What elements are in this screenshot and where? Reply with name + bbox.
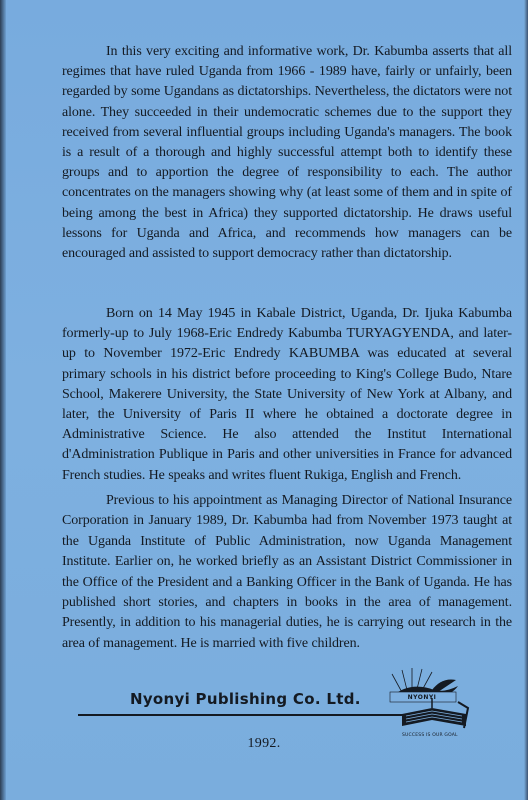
author-bio-paragraph-2: Previous to his appointment as Managing Director of National Insurance Corporation in January 1989, Dr. Kabumba had from November 1973 taught at the Uganda Institute of Public Administration, now Uganda Management Institute. Earlier on, he worked briefly as an Assistant District Commissioner in the Office of the President and a Banking Officer in the Bank of Uganda. He has published short stories, and chapters in books in the area of management. Presently, in addition to his managerial duties, he is carrying out research in the area of management. He is married with five children. — [62, 493, 512, 651]
publisher-logo-text: NYONYI — [407, 694, 437, 701]
publisher-rule — [78, 714, 402, 716]
publication-year: 1992. — [247, 736, 281, 751]
publisher-name: Nyonyi Publishing Co. Ltd. — [130, 690, 361, 708]
page-edge-left — [0, 0, 6, 800]
page-edge-right — [524, 0, 528, 800]
publisher-logo-tagline: SUCCESS IS OUR GOAL — [402, 733, 458, 738]
bird-on-book-icon — [372, 662, 482, 740]
author-bio-paragraph-1: Born on 14 May 1945 in Kabale District, Uganda, Dr. Ijuka Kabumba formerly-up to July 1968-Eric Endredy Kabumba TURYAGYENDA, and later-up to November 1972-Eric Endredy KABUMBA was educated at several primary schools in his district before proceeding to King's College Budo, Ntare School, Makerere University, the State University of New York at Albany, and later, the University of Paris II where he obtained a doctorate degree in Administrative Science. He also attended the Institut International d'Administration Publique in Paris and other universities in France for advanced French studies. He speaks and writes fluent Rukiga, English and French. — [62, 306, 512, 483]
blurb-paragraph: In this very exciting and informative work, Dr. Kabumba asserts that all regimes that have ruled Uganda from 1966 - 1989 have, fairly or unfairly, been regarded by some Ugandans as dictatorships. Nevertheless, the dictators were not alone. They succeeded in their undemocratic schemes due to the support they received from several influential groups including Uganda's managers. The book is a result of a thorough and highly successful attempt both to identify these groups and to apportion the degree of responsibility to each. The author concentrates on the managers showing why (at least some of them and in spite of being among the best in Africa) they supported dictatorship. He draws useful lessons for Uganda and Africa, and recommends how managers can be encouraged and assisted to support democracy rather than dictatorship. — [62, 44, 512, 262]
